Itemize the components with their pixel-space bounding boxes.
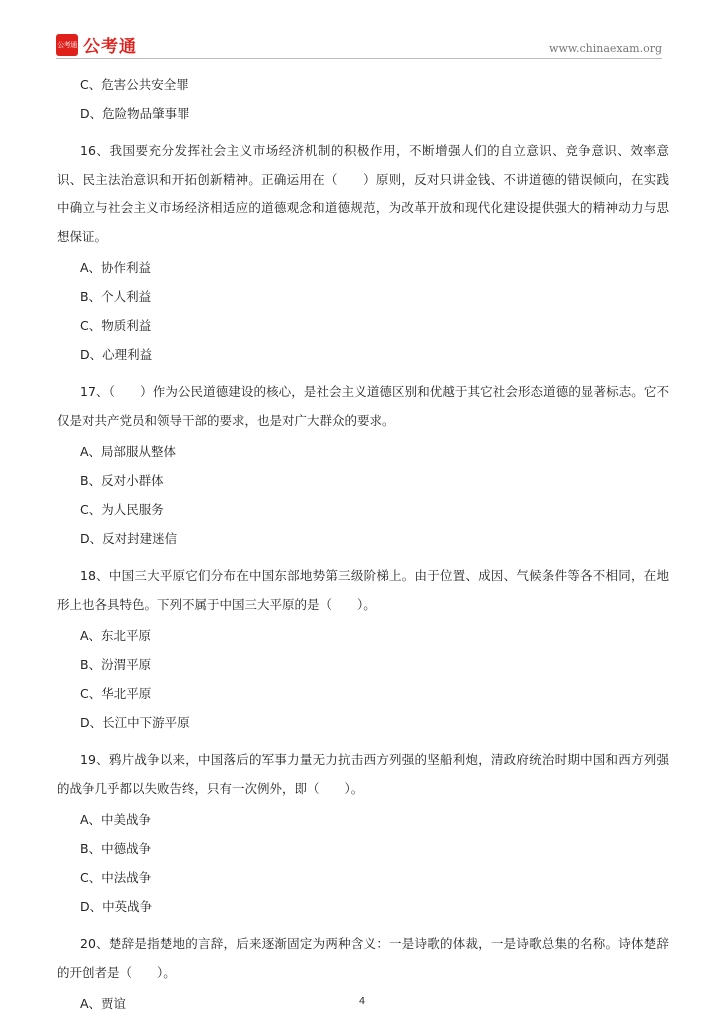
- option-a-q18: A、东北平原: [80, 628, 152, 643]
- logo-badge-icon: 公考通: [56, 34, 78, 56]
- option-b-q19: B、中德战争: [80, 841, 152, 856]
- option-b-q17: B、反对小群体: [80, 473, 164, 488]
- option-c-q19: C、中法战争: [80, 870, 152, 885]
- option-b-q18: B、汾渭平原: [80, 657, 152, 672]
- site-url: www.chinaexam.org: [549, 42, 662, 55]
- option-c-q18: C、华北平原: [80, 686, 152, 701]
- option-a-q16: A、协作利益: [80, 260, 152, 275]
- option-c-q16: C、物质利益: [80, 318, 152, 333]
- logo-text: 公考通: [83, 37, 137, 57]
- question-18: 18、中国三大平原它们分布在中国东部地势第三级阶梯上。由于位置、成因、气候条件等各不相同，在地形上也各具特色。下列不属于中国三大平原的是（ ）。: [57, 568, 669, 612]
- option-d-q15: D、危险物品肇事罪: [80, 106, 190, 121]
- option-d-q19: D、中英战争: [80, 899, 153, 914]
- option-a-q20: A、贾谊: [80, 996, 127, 1011]
- brand-logo: [56, 32, 137, 57]
- option-c-q17: C、为人民服务: [80, 502, 164, 517]
- document-body: [57, 74, 669, 1022]
- option-d-q16: D、心理利益: [80, 347, 153, 362]
- option-a-q19: A、中美战争: [80, 812, 152, 827]
- option-c-q15: C、危害公共安全罪: [80, 77, 189, 92]
- page-header: [56, 30, 662, 62]
- question-20: 20、楚辞是指楚地的言辞，后来逐渐固定为两种含义：一是诗歌的体裁，一是诗歌总集的名称。诗体楚辞的开创者是（ ）。: [57, 936, 669, 980]
- question-17: 17、（ ）作为公民道德建设的核心，是社会主义道德区别和优越于其它社会形态道德的显著标志。它不仅是对共产党员和领导干部的要求，也是对广大群众的要求。: [57, 384, 669, 428]
- option-a-q17: A、局部服从整体: [80, 444, 177, 459]
- option-d-q18: D、长江中下游平原: [80, 715, 190, 730]
- question-19: 19、鸦片战争以来，中国落后的军事力量无力抗击西方列强的坚船利炮，清政府统治时期中国和西方列强的战争几乎都以失败告终，只有一次例外，即（ ）。: [57, 752, 669, 796]
- page-number: 4: [358, 996, 366, 1007]
- option-b-q16: B、个人利益: [80, 289, 152, 304]
- option-d-q17: D、反对封建迷信: [80, 531, 178, 546]
- header-divider: [56, 58, 662, 59]
- question-16: 16、我国要充分发挥社会主义市场经济机制的积极作用，不断增强人们的自立意识、竞争意识、效率意识、民主法治意识和开拓创新精神。正确运用在（ ）原则，反对只讲金钱、不讲道德的错误倾向，在实践中确立与社会主义市场经济相适应的道德观念和道德规范，为改革开放和现代化建设提供强大的精神动力与思想保证。: [57, 143, 669, 244]
